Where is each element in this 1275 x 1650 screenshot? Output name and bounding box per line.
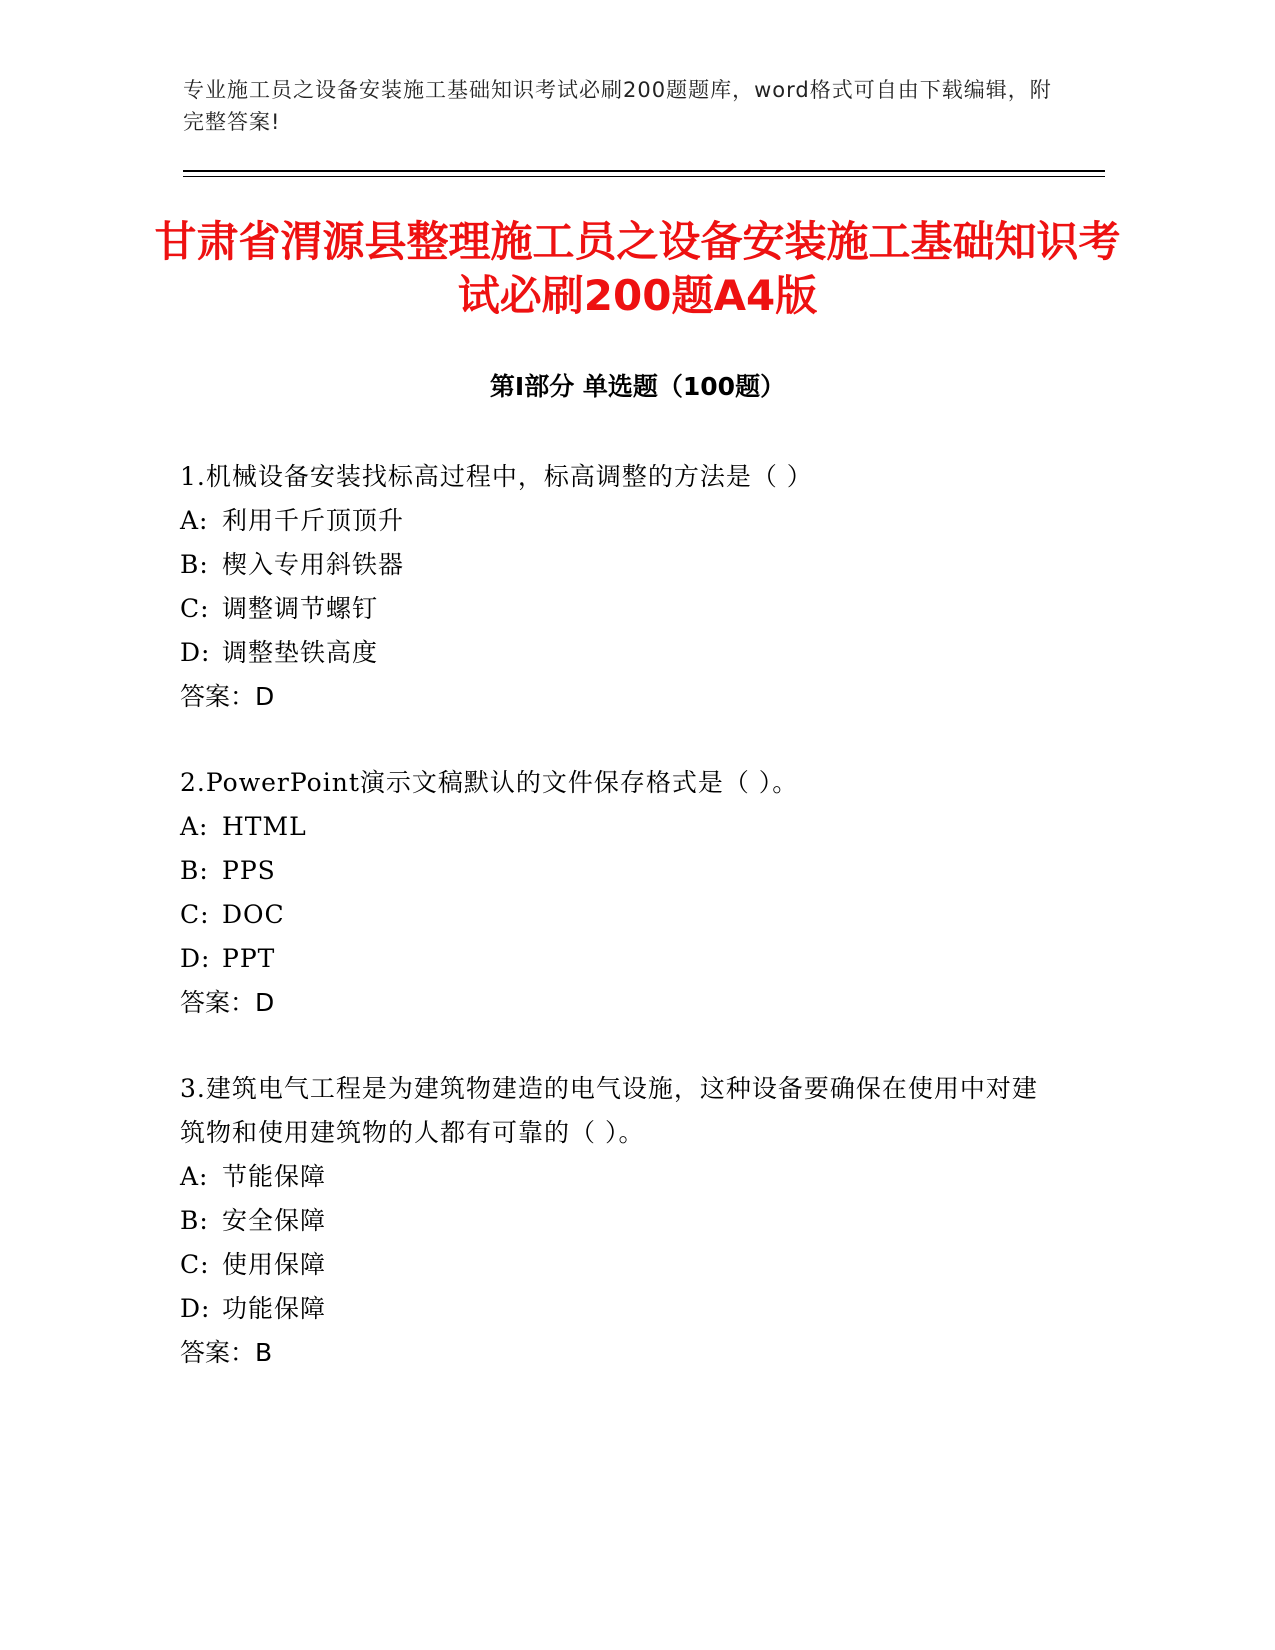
- document-title: 甘肃省渭源县整理施工员之设备安装施工基础知识考试必刷200题A4版: [154, 217, 1121, 320]
- answer: 答案：D: [180, 988, 275, 1017]
- option-letter: C:: [180, 1250, 210, 1279]
- option-text: 功能保障: [222, 1294, 327, 1323]
- option-letter: A:: [180, 1162, 209, 1191]
- option-text: 调整调节螺钉: [222, 594, 379, 623]
- option-letter: A:: [180, 812, 209, 841]
- option-text: 调整垫铁高度: [222, 638, 379, 667]
- header-note: 专业施工员之设备安装施工基础知识考试必刷200题题库，word格式可自由下载编辑，附完整答案!: [183, 78, 1052, 134]
- option-d: [180, 937, 1040, 981]
- option-letter: D:: [180, 638, 211, 667]
- section-title: 第Ⅰ部分 单选题（100题）: [489, 372, 786, 401]
- option-text: HTML: [222, 812, 307, 841]
- option-text: 利用千斤顶顶升: [222, 506, 405, 535]
- option-a: [180, 499, 1040, 543]
- option-d: [180, 1287, 1040, 1331]
- option-letter: A:: [180, 506, 209, 535]
- answer: 答案：D: [180, 682, 275, 711]
- question-1: [180, 455, 1040, 719]
- option-text: 使用保障: [222, 1250, 327, 1279]
- header-divider-thin: [183, 176, 1105, 177]
- option-letter: D:: [180, 944, 211, 973]
- question-list: [180, 455, 1040, 1417]
- option-a: [180, 1155, 1040, 1199]
- option-letter: C:: [180, 594, 210, 623]
- option-text: PPT: [222, 944, 276, 973]
- question-2: [180, 761, 1040, 1025]
- question-stem: 1.机械设备安装找标高过程中，标高调整的方法是（ ）: [180, 462, 813, 491]
- answer: 答案：B: [180, 1338, 273, 1367]
- option-c: [180, 893, 1040, 937]
- option-b: [180, 849, 1040, 893]
- option-b: [180, 543, 1040, 587]
- option-letter: B:: [180, 856, 209, 885]
- option-letter: B:: [180, 1206, 209, 1235]
- option-a: [180, 805, 1040, 849]
- option-text: 楔入专用斜铁器: [222, 550, 405, 579]
- option-text: 安全保障: [222, 1206, 327, 1235]
- question-stem: 2.PowerPoint演示文稿默认的文件保存格式是（ ）。: [180, 768, 799, 797]
- option-letter: B:: [180, 550, 209, 579]
- option-c: [180, 1243, 1040, 1287]
- option-b: [180, 1199, 1040, 1243]
- option-letter: C:: [180, 900, 210, 929]
- header-divider: [183, 170, 1105, 172]
- option-d: [180, 631, 1040, 675]
- option-text: PPS: [222, 856, 276, 885]
- option-c: [180, 587, 1040, 631]
- question-3: [180, 1067, 1040, 1375]
- option-letter: D:: [180, 1294, 211, 1323]
- option-text: 节能保障: [222, 1162, 327, 1191]
- question-stem: 3.建筑电气工程是为建筑物建造的电气设施，这种设备要确保在使用中对建筑物和使用建筑物的人都有可靠的（ ）。: [180, 1074, 1038, 1147]
- option-text: DOC: [222, 900, 285, 929]
